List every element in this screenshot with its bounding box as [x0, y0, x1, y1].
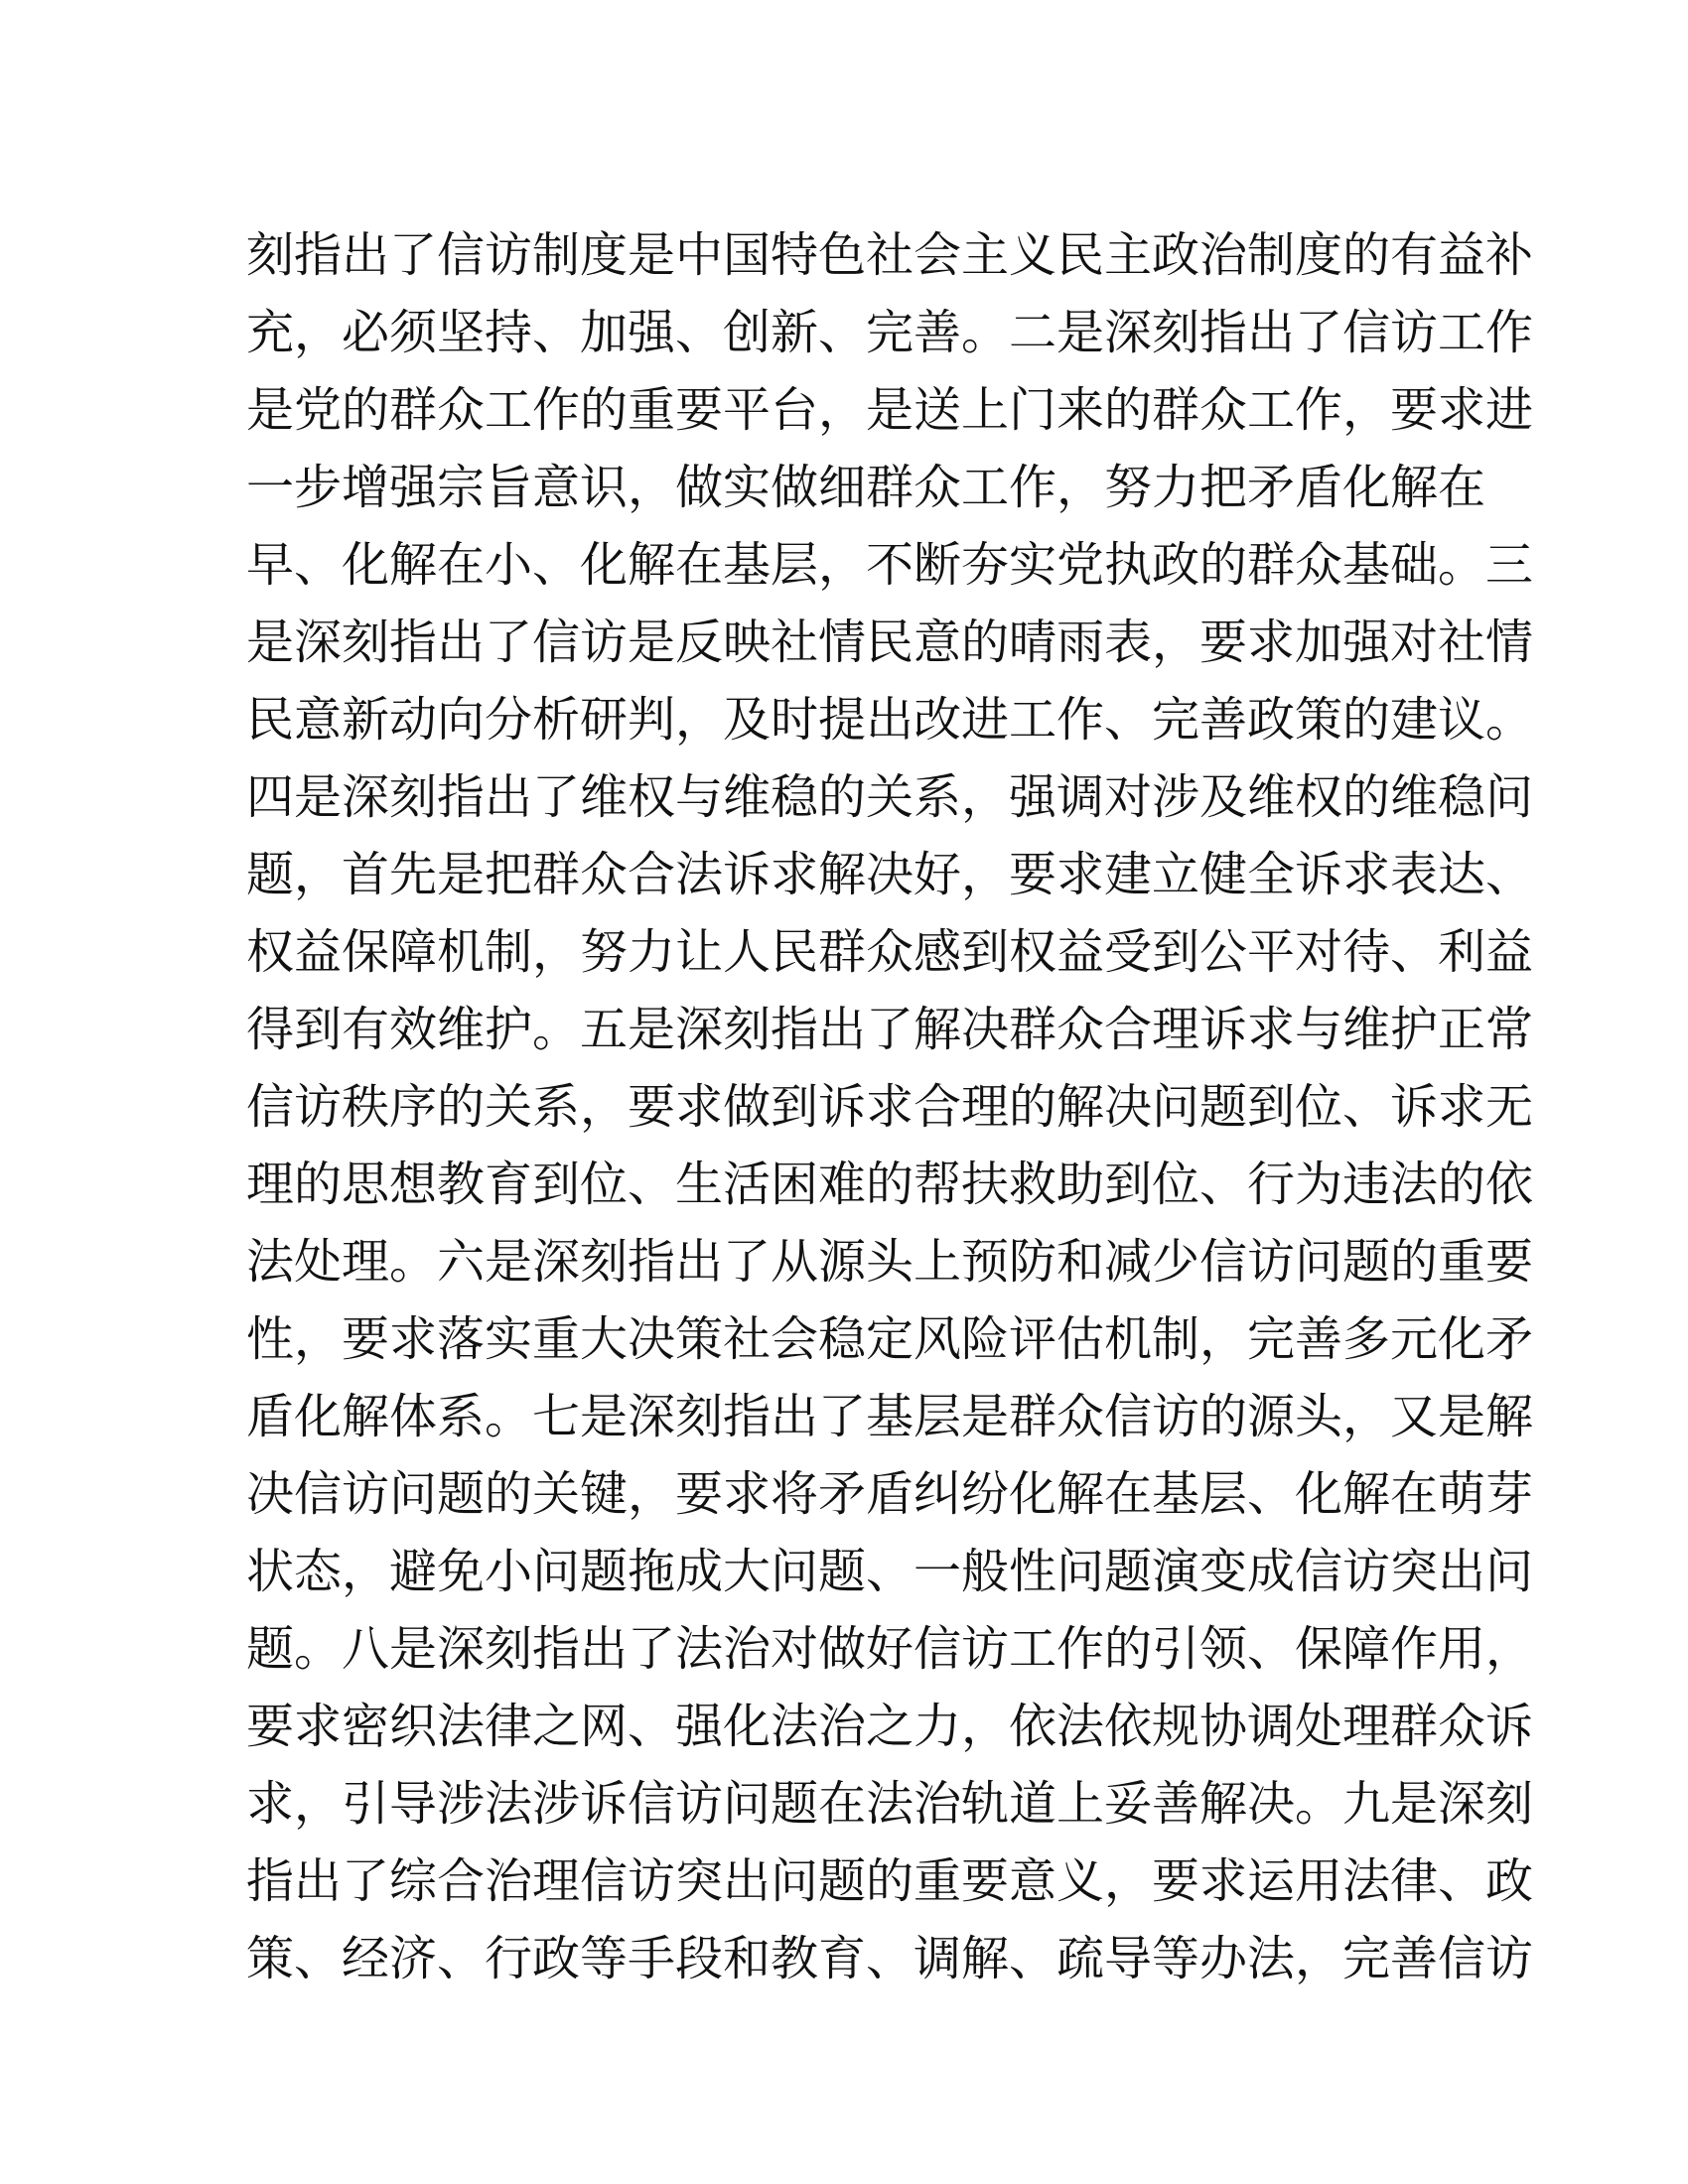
text-line-13: 理的思想教育到位、生活困难的帮扶救助到位、行为违法的依	[246, 1157, 1534, 1212]
text-line-21: 求，引导涉法涉诉信访问题在法治轨道上妥善解决。九是深刻	[246, 1776, 1534, 1832]
body-paragraph	[246, 216, 1534, 1997]
text-line-10: 权益保障机制，努力让人民群众感到权益受到公平对待、利益	[246, 924, 1534, 980]
text-line-4: 一步增强宗旨意识，做实做细群众工作，努力把矛盾化解在	[246, 460, 1486, 515]
text-line-6: 是深刻指出了信访是反映社情民意的晴雨表，要求加强对社情	[246, 614, 1534, 670]
text-line-1: 刻指出了信访制度是中国特色社会主义民主政治制度的有益补	[246, 227, 1534, 283]
text-line-9: 题，首先是把群众合法诉求解决好，要求建立健全诉求表达、	[246, 847, 1534, 902]
text-line-2: 充，必须坚持、加强、创新、完善。二是深刻指出了信访工作	[246, 305, 1534, 360]
text-line-11: 得到有效维护。五是深刻指出了解决群众合理诉求与维护正常	[246, 1002, 1534, 1057]
text-line-8: 四是深刻指出了维权与维稳的关系，强调对涉及维权的维稳问	[246, 769, 1534, 825]
text-line-22: 指出了综合治理信访突出问题的重要意义，要求运用法律、政	[246, 1853, 1534, 1909]
text-line-7: 民意新动向分析研判，及时提出改进工作、完善政策的建议。	[246, 692, 1534, 748]
text-line-12: 信访秩序的关系，要求做到诉求合理的解决问题到位、诉求无	[246, 1079, 1534, 1135]
text-line-23: 策、经济、行政等手段和教育、调解、疏导等办法，完善信访	[246, 1931, 1534, 1986]
text-line-3: 是党的群众工作的重要平台，是送上门来的群众工作，要求进	[246, 382, 1534, 438]
text-line-17: 决信访问题的关键，要求将矛盾纠纷化解在基层、化解在萌芽	[246, 1466, 1534, 1522]
text-line-20: 要求密织法律之网、强化法治之力，依法依规协调处理群众诉	[246, 1699, 1534, 1754]
text-line-5: 早、化解在小、化解在基层，不断夯实党执政的群众基础。三	[246, 537, 1534, 593]
text-line-15: 性，要求落实重大决策社会稳定风险评估机制，完善多元化矛	[246, 1311, 1534, 1367]
text-line-19: 题。八是深刻指出了法治对做好信访工作的引领、保障作用，	[246, 1621, 1534, 1677]
text-line-14: 法处理。六是深刻指出了从源头上预防和减少信访问题的重要	[246, 1234, 1534, 1290]
text-line-18: 状态，避免小问题拖成大问题、一般性问题演变成信访突出问	[246, 1544, 1534, 1599]
text-line-16: 盾化解体系。七是深刻指出了基层是群众信访的源头，又是解	[246, 1389, 1534, 1444]
